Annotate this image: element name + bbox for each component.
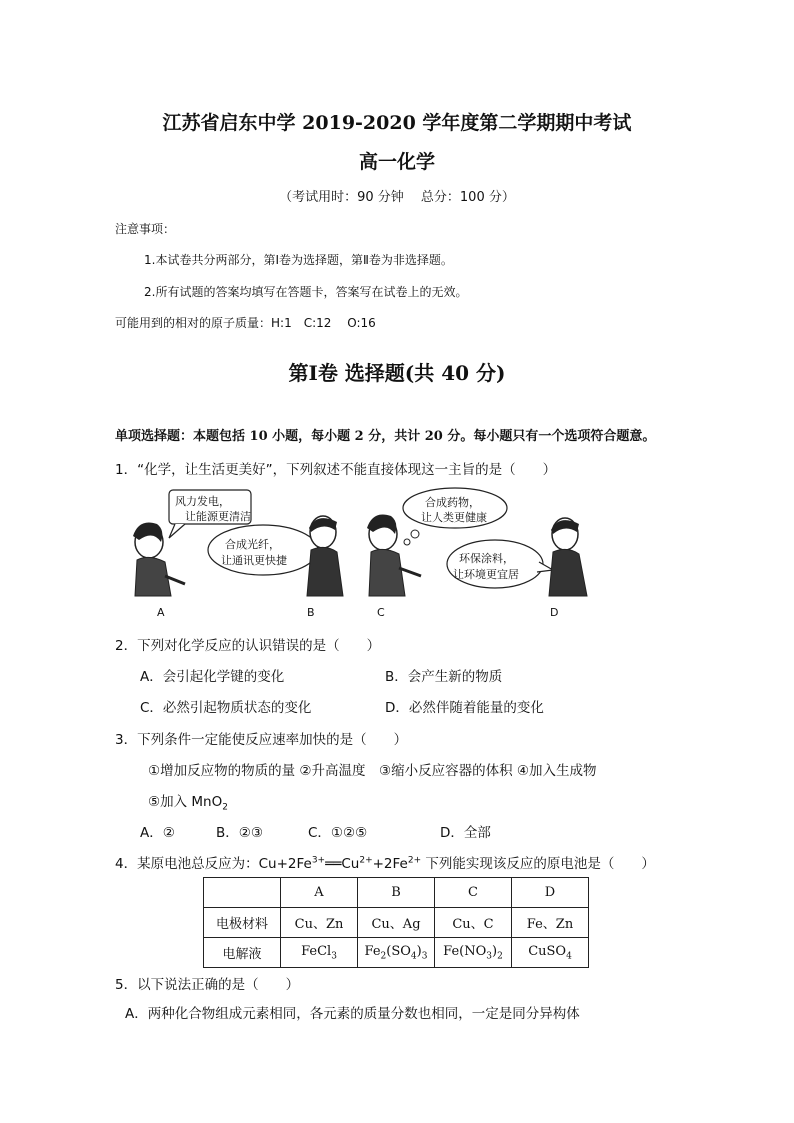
question-3-stem: 3．下列条件一定能使反应速率加快的是（ ） xyxy=(115,732,408,748)
table-header-row xyxy=(204,878,589,908)
question-2-option-d: D．必然伴随着能量的变化 xyxy=(385,700,544,716)
table-cell: C xyxy=(435,878,512,908)
table-cell: Cu、Zn xyxy=(281,908,358,938)
bubble-c-line1: 合成药物， xyxy=(425,496,480,509)
question-5-stem: 5．以下说法正确的是（ ） xyxy=(115,977,300,993)
bubble-c-line2: 让人类更健康 xyxy=(421,511,487,524)
note-item-1: 1.本试卷共分两部分，第Ⅰ卷为选择题，第Ⅱ卷为非选择题。 xyxy=(144,253,453,267)
question-2-option-c: C．必然引起物质状态的变化 xyxy=(140,700,312,716)
section-instruction: 单项选择题：本题包括 10 小题，每小题 2 分，共计 20 分。每小题只有一个选项符合题意。 xyxy=(115,429,656,444)
figure-label-d: D xyxy=(550,606,559,619)
question-3-option-b: B．②③ xyxy=(216,825,263,841)
table-cell: Cu、C xyxy=(435,908,512,938)
table-cell: FeCl$_3$ xyxy=(281,938,358,968)
question-2-stem: 2．下列对化学反应的认识错误的是（ ） xyxy=(115,638,381,654)
table-cell: D xyxy=(512,878,589,908)
girl-figure-c xyxy=(367,515,421,597)
figure-label-a: A xyxy=(157,606,165,619)
bubble-d-line1: 环保涂料， xyxy=(459,552,514,565)
table-row xyxy=(204,908,589,938)
question-4-stem: 4．某原电池总反应为：$Cu+2Fe^{3+}══Cu^{2+}+2Fe^{2+}$ 下列能实现该反应的原电池是（ ） xyxy=(115,855,655,872)
table-row-label: 电极材料 xyxy=(204,908,281,938)
question-1-stem: 1．“化学，让生活更美好”，下列叙述不能直接体现这一主旨的是（ ） xyxy=(115,462,557,478)
note-item-2: 2.所有试题的答案均填写在答题卡，答案写在试卷上的无效。 xyxy=(144,285,468,299)
bubble-b-line1: 合成光纤， xyxy=(225,538,280,551)
table-cell: A xyxy=(281,878,358,908)
bubble-d-line2: 让环境更宜居 xyxy=(453,568,519,581)
table-cell: B xyxy=(358,878,435,908)
question-2-option-b: B．会产生新的物质 xyxy=(385,669,503,685)
question-3-option-c: C．①②⑤ xyxy=(308,825,368,841)
table-row-label: 电解液 xyxy=(204,938,281,968)
table-cell xyxy=(204,878,281,908)
atomic-mass-note: 可能用到的相对的原子质量：H:1 C:12 O:16 xyxy=(115,316,376,330)
figure-label-b: B xyxy=(307,606,315,619)
table-cell: Fe、Zn xyxy=(512,908,589,938)
question-3-option-d: D．全部 xyxy=(440,825,491,841)
bubble-a-line2: 让能源更清洁 xyxy=(185,510,251,523)
table-row xyxy=(204,938,589,968)
table-cell: $Fe_2(SO_4)_3$ xyxy=(358,938,435,968)
table-cell: Cu、Ag xyxy=(358,908,435,938)
table-cell: $Fe(NO_3)_2$ xyxy=(435,938,512,968)
bubble-b-line2: 让通讯更快捷 xyxy=(221,554,287,567)
question-3-option-a: A．② xyxy=(140,825,175,841)
table-cell: CuSO$_4$ xyxy=(512,938,589,968)
exam-title: 江苏省启东中学 2019-2020 学年度第二学期期中考试 xyxy=(162,112,632,134)
question-5-option-a: A．两种化合物组成元素相同，各元素的质量分数也相同，一定是同分异构体 xyxy=(125,1006,580,1022)
figure-label-c: C xyxy=(377,606,385,619)
bubble-a-line1: 风力发电， xyxy=(175,495,230,508)
subject-title: 高一化学 xyxy=(358,151,435,173)
boy-figure-d xyxy=(549,518,587,596)
boy-figure-b xyxy=(307,516,343,596)
notes-heading: 注意事项： xyxy=(115,222,176,236)
exam-info: （考试用时：90 分钟 总分：100 分） xyxy=(279,190,515,205)
galvanic-cell-table xyxy=(203,877,589,968)
section-title: 第Ⅰ卷 选择题(共 40 分) xyxy=(288,361,506,385)
girl-figure-a xyxy=(133,523,185,597)
question-1-illustration xyxy=(125,484,600,624)
question-3-condition-5: ⑤加入 MnO$_2$ xyxy=(148,794,228,813)
question-2-option-a: A．会引起化学键的变化 xyxy=(140,669,285,685)
question-3-conditions: ①增加反应物的物质的量 ②升高温度 ③缩小反应容器的体积 ④加入生成物 xyxy=(148,763,597,779)
